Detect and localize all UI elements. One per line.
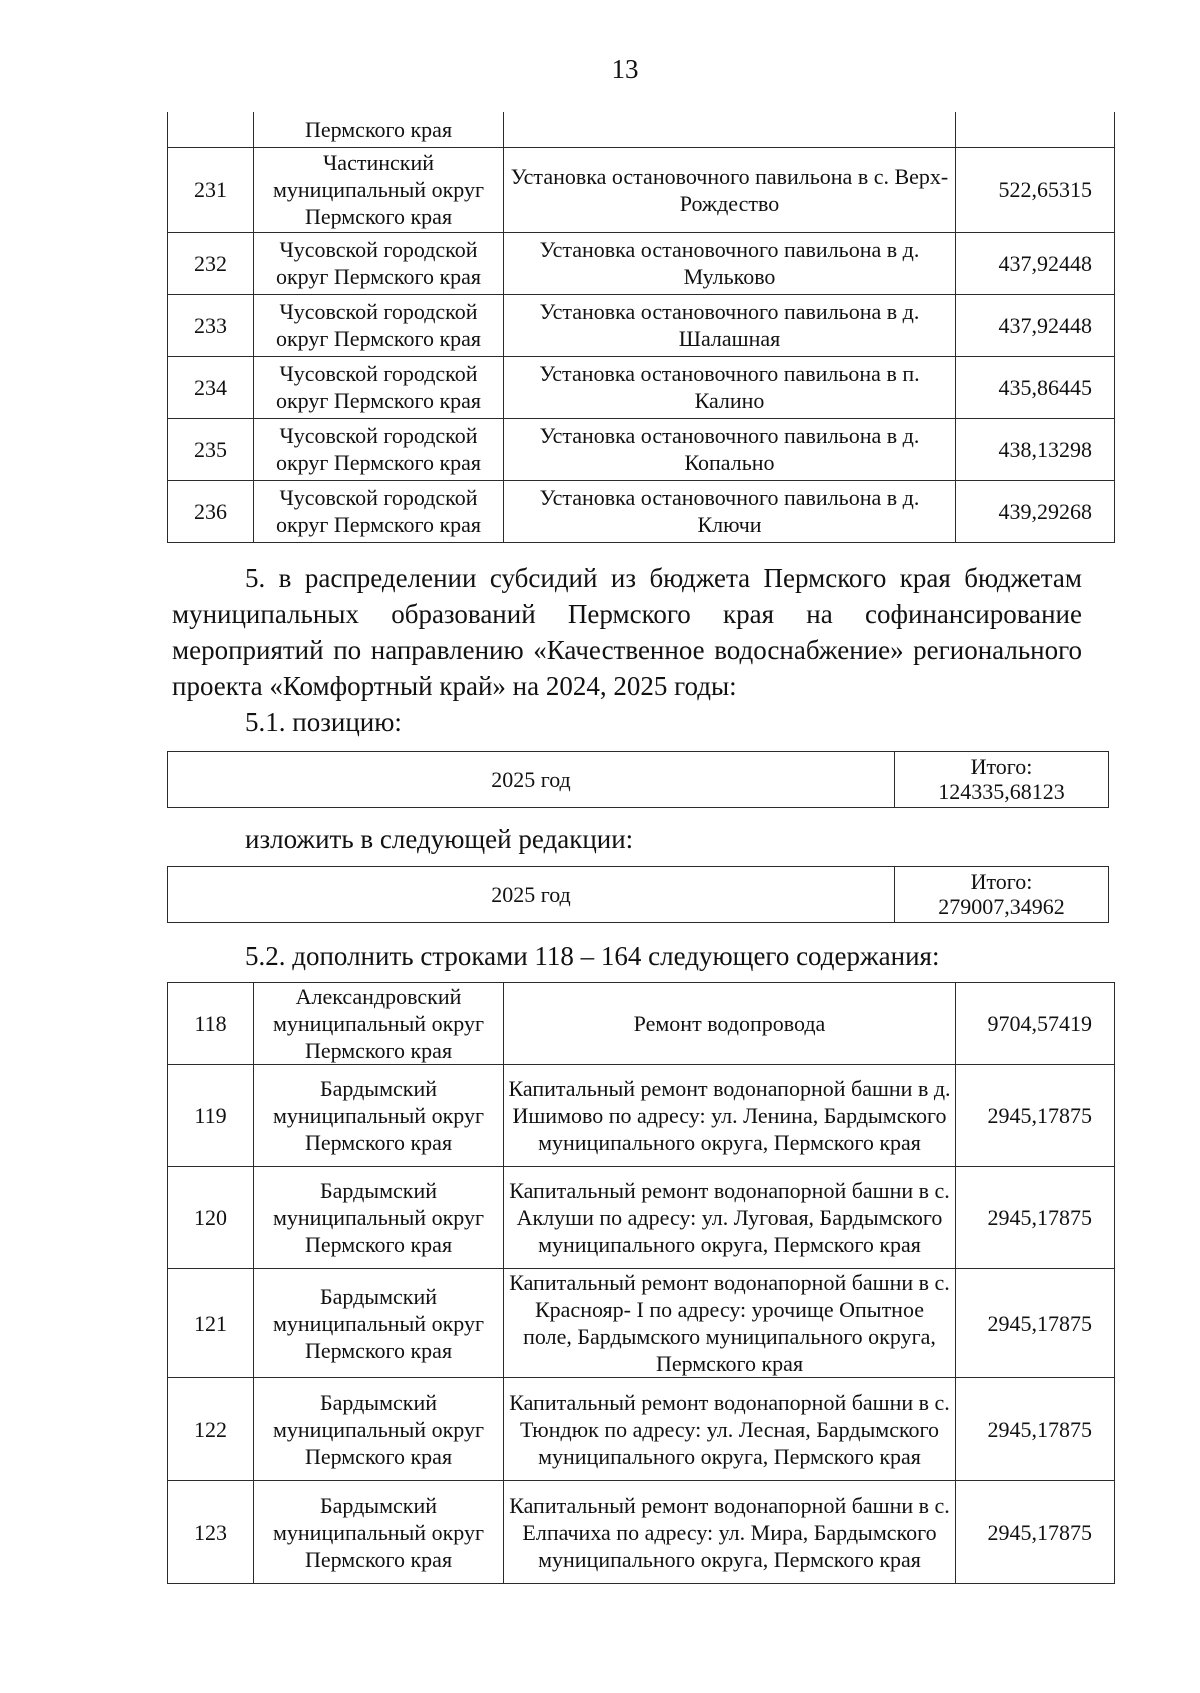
- amount-cell: 2945,17875: [956, 1378, 1115, 1481]
- table-added-rows-body: [168, 983, 1115, 1584]
- item-5-1: 5.1. позицию:: [245, 707, 402, 737]
- row-number: 121: [168, 1269, 254, 1378]
- total-label: Итого:: [970, 754, 1033, 779]
- item-5-2: 5.2. дополнить строками 118 – 164 следующего содержания:: [245, 941, 940, 971]
- total-label: Итого:: [970, 869, 1033, 894]
- table-continued: [167, 112, 1115, 543]
- year-label: 2025 год: [168, 867, 895, 922]
- table-row: [168, 480, 1115, 542]
- position-old-box: [167, 751, 1109, 808]
- event-cell: Установка остановочного павильона в с. Верх-Рождество: [504, 147, 956, 232]
- table-row: [168, 232, 1115, 294]
- event-cell: Капитальный ремонт водонапорной башни в с. Аклуши по адресу: ул. Луговая, Бардымского муниципального округа, Пермского края: [504, 1167, 956, 1269]
- municipality-cell: Бардымский муниципальный округ Пермского края: [254, 1481, 504, 1584]
- row-number: 120: [168, 1167, 254, 1269]
- event-cell: Капитальный ремонт водонапорной башни в с. Елпачиха по адресу: ул. Мира, Бардымского муниципального округа, Пермского края: [504, 1481, 956, 1584]
- municipality-cell: Чусовской городской округ Пермского края: [254, 418, 504, 480]
- row-number: 233: [168, 294, 254, 356]
- municipality-cell: Александровский муниципальный округ Пермского края: [254, 983, 504, 1065]
- event-cell: Капитальный ремонт водонапорной башни в д. Ишимово по адресу: ул. Ленина, Бардымского муниципального округа, Пермского края: [504, 1065, 956, 1167]
- table-row: [168, 112, 1115, 147]
- row-number: 122: [168, 1378, 254, 1481]
- total-value: 124335,68123: [938, 779, 1065, 804]
- paragraph-5: 5. в распределении субсидий из бюджета Пермского края бюджетам муниципальных образований Пермского края на софинансирование мероприятий по направлению «Качественное водоснабжение» регионального проекта «Комфортный край» на 2024, 2025 годы:: [172, 563, 1082, 701]
- amount-cell: 439,29268: [956, 480, 1115, 542]
- event-cell: Установка остановочного павильона в д. Ключи: [504, 480, 956, 542]
- amount-cell: 435,86445: [956, 356, 1115, 418]
- event-cell: [504, 112, 956, 147]
- amount-cell: [956, 112, 1115, 147]
- amount-cell: 2945,17875: [956, 1167, 1115, 1269]
- amount-cell: 2945,17875: [956, 1481, 1115, 1584]
- municipality-cell: Бардымский муниципальный округ Пермского края: [254, 1065, 504, 1167]
- municipality-cell: Бардымский муниципальный округ Пермского края: [254, 1378, 504, 1481]
- table-row: [168, 983, 1115, 1065]
- event-cell: Капитальный ремонт водонапорной башни в с. Тюндюк по адресу: ул. Лесная, Бардымского муниципального округа, Пермского края: [504, 1378, 956, 1481]
- amount-cell: 437,92448: [956, 232, 1115, 294]
- event-cell: Капитальный ремонт водонапорной башни в с. Краснояр- I по адресу: урочище Опытное поле, Бардымского муниципального округа, Пермского края: [504, 1269, 956, 1378]
- table-row: [168, 147, 1115, 232]
- row-number: 232: [168, 232, 254, 294]
- event-cell: Установка остановочного павильона в д. Шалашная: [504, 294, 956, 356]
- table-row: [168, 1481, 1115, 1584]
- municipality-cell: Чусовской городской округ Пермского края: [254, 232, 504, 294]
- row-number: 119: [168, 1065, 254, 1167]
- total-value: 279007,34962: [938, 894, 1065, 919]
- table-added-rows: [167, 982, 1115, 1584]
- total-cell: [895, 869, 1108, 919]
- year-label: 2025 год: [168, 752, 895, 807]
- row-number: 235: [168, 418, 254, 480]
- event-cell: Установка остановочного павильона в д. Копально: [504, 418, 956, 480]
- amount-cell: 2945,17875: [956, 1269, 1115, 1378]
- table-row: [168, 1065, 1115, 1167]
- total-cell: [895, 754, 1108, 804]
- municipality-cell: Чусовской городской округ Пермского края: [254, 480, 504, 542]
- table-row: [168, 418, 1115, 480]
- event-cell: Ремонт водопровода: [504, 983, 956, 1065]
- amount-cell: 522,65315: [956, 147, 1115, 232]
- table-row: [168, 294, 1115, 356]
- municipality-cell: Чусовской городской округ Пермского края: [254, 294, 504, 356]
- row-number: 123: [168, 1481, 254, 1584]
- amount-cell: 9704,57419: [956, 983, 1115, 1065]
- amount-cell: 438,13298: [956, 418, 1115, 480]
- table-continued-body: [168, 112, 1115, 542]
- municipality-cell: Бардымский муниципальный округ Пермского края: [254, 1269, 504, 1378]
- amount-cell: 437,92448: [956, 294, 1115, 356]
- amount-cell: 2945,17875: [956, 1065, 1115, 1167]
- row-number: 234: [168, 356, 254, 418]
- table-row: [168, 1378, 1115, 1481]
- municipality-cell: Частинский муниципальный округ Пермского края: [254, 147, 504, 232]
- event-cell: Установка остановочного павильона в п. Калино: [504, 356, 956, 418]
- table-row: [168, 1167, 1115, 1269]
- municipality-cell: Чусовской городской округ Пермского края: [254, 356, 504, 418]
- row-number: [168, 112, 254, 147]
- row-number: 231: [168, 147, 254, 232]
- municipality-cell: Пермского края: [254, 112, 504, 147]
- position-new-box: [167, 866, 1109, 923]
- table-row: [168, 1269, 1115, 1378]
- page-number: 13: [611, 54, 639, 84]
- row-number: 118: [168, 983, 254, 1065]
- municipality-cell: Бардымский муниципальный округ Пермского края: [254, 1167, 504, 1269]
- table-row: [168, 356, 1115, 418]
- row-number: 236: [168, 480, 254, 542]
- edit-instruction: изложить в следующей редакции:: [245, 824, 634, 854]
- event-cell: Установка остановочного павильона в д. Мульково: [504, 232, 956, 294]
